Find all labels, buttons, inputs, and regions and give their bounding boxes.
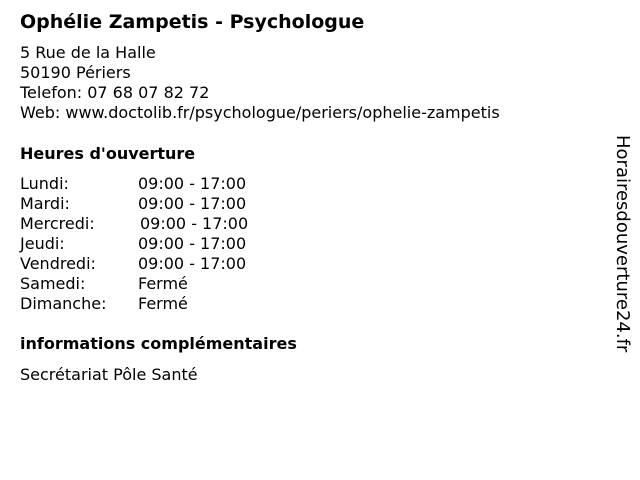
- day-label: Lundi:: [20, 174, 69, 193]
- day-label: Mercredi:: [20, 214, 95, 233]
- phone-number: Telefon: 07 68 07 82 72: [20, 83, 210, 102]
- page-title: Ophélie Zampetis - Psychologue: [20, 11, 365, 33]
- day-label: Samedi:: [20, 274, 86, 293]
- site-brand-vertical: Horairesdouverture24.fr: [612, 135, 633, 353]
- day-label: Mardi:: [20, 194, 70, 213]
- day-label: Vendredi:: [20, 254, 96, 273]
- time-value: 09:00 - 17:00: [138, 194, 247, 213]
- time-value: 09:00 - 17:00: [138, 174, 247, 193]
- opening-hours-heading: Heures d'ouverture: [20, 144, 196, 163]
- day-label: Jeudi:: [20, 234, 65, 253]
- time-value: Fermé: [138, 274, 188, 293]
- city-postal-code: 50190 Périers: [20, 63, 131, 82]
- website-url: Web: www.doctolib.fr/psychologue/periers/ophelie-zampetis: [20, 103, 500, 122]
- additional-info-text: Secrétariat Pôle Santé: [20, 365, 198, 384]
- additional-info-heading: informations complémentaires: [20, 334, 297, 353]
- time-value: 09:00 - 17:00: [138, 234, 247, 253]
- time-value: 09:00 - 17:00: [140, 214, 249, 233]
- contact-info: [20, 43, 500, 123]
- street-address: 5 Rue de la Halle: [20, 43, 156, 62]
- time-value: 09:00 - 17:00: [138, 254, 247, 273]
- time-value: Fermé: [138, 294, 188, 313]
- day-label: Dimanche:: [20, 294, 107, 313]
